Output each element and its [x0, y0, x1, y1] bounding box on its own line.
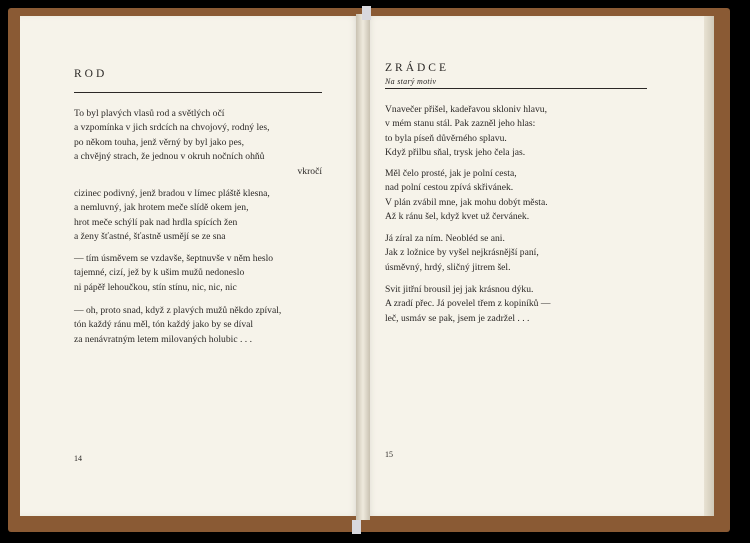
stanza-4 — [74, 304, 281, 347]
stanza-1 — [74, 107, 322, 179]
poem-line: Až k ránu šel, když kvet už červánek. — [385, 211, 530, 223]
poem-line: a vzpomínka v jich srdcích na chvojový, rodný les, — [74, 122, 270, 134]
stanza-4 — [385, 283, 550, 326]
poem-line: za nenávratným letem milovaných holubic . . . — [74, 333, 252, 345]
stanza-3 — [385, 232, 539, 275]
poem-line: hrot meče schýlí pak nad hrdla spících žen — [74, 216, 238, 228]
stanza-3 — [74, 252, 273, 295]
poem-line: to byla píseň důvěrného splavu. — [385, 132, 507, 144]
page-number-left: 14 — [74, 454, 82, 463]
poem-line: cizinec podivný, jenž bradou v límec pláště klesna, — [74, 188, 270, 199]
poem-line: — tím úsměvem se vzdavše, šeptnuvše v něm heslo — [74, 253, 274, 264]
poem-line: Jak z ložnice by vyšel nejkrásnější paní, — [385, 247, 539, 259]
stanza-2 — [385, 167, 548, 225]
poem-line: — oh, proto snad, když z plavých mužů někdo zpíval, — [74, 305, 282, 316]
poem-line: V plán zvábil mne, jak mohu dobýt města. — [385, 196, 548, 208]
poem-line: Svit jitřní brousil jej jak krásnou dýku. — [385, 284, 534, 295]
poem-line: Vnavečer přišel, kadeřavou skloniv hlavu, — [385, 104, 547, 115]
poem-line: A zradí přec. Já povelel třem z kopiníků — — [385, 298, 551, 310]
title-rule — [74, 92, 322, 93]
stanza-2 — [74, 187, 270, 245]
poem-line: v mém stanu stál. Pak zazněl jeho hlas: — [385, 118, 536, 130]
title-rule — [385, 88, 647, 89]
poem-line: nad polní cestou zpívá skřivánek. — [385, 182, 514, 194]
poem-line: a ženy šťastné, šťastně usmějí se ze sna — [74, 231, 226, 243]
poem-line: tajemné, cizí, jež by k ušim mužů nedoneslo — [74, 267, 245, 279]
poem-line: a chvějný strach, že jednou v okruh nočních ohňů — [74, 151, 265, 163]
poem-line: To byl plavých vlasů rod a světlých očí — [74, 108, 225, 119]
stanza-1 — [385, 103, 547, 161]
indented-word: vkročí — [297, 165, 322, 177]
poem-line: Když přilbu sňal, trysk jeho čela jas. — [385, 147, 526, 159]
poem-line: úsměvný, hrdý, sličný jitrem šel. — [385, 261, 511, 273]
poem-line: leč, usmáv se pak, jsem je zadržel . . . — [385, 312, 530, 324]
poem-line: ni pápěř lehoučkou, stín stínu, nic, nic, nic — [74, 281, 237, 293]
book-spine — [356, 14, 370, 520]
page-title-zradce: ZRÁDCE — [385, 62, 449, 74]
page-title-rod: ROD — [74, 68, 108, 80]
bookmark-ribbon-bottom — [352, 520, 361, 534]
page-number-right: 15 — [385, 450, 393, 459]
right-page — [364, 16, 704, 516]
left-page — [20, 16, 361, 516]
poem-line: Já zíral za ním. Neobléd se ani. — [385, 233, 505, 244]
page-subtitle: Na starý motiv — [385, 77, 437, 86]
poem-line: a nemluvný, jak hrotem meče slídě okem jen, — [74, 202, 249, 214]
page-edge — [704, 16, 714, 516]
poem-line: po někom touha, jenž věrný by byl jako pes, — [74, 136, 244, 148]
poem-line: Měl čelo prosté, jak je polní cesta, — [385, 168, 517, 179]
poem-line: tón každý ránu měl, tón každý jako by se díval — [74, 319, 254, 331]
bookmark-ribbon-top — [362, 6, 371, 20]
